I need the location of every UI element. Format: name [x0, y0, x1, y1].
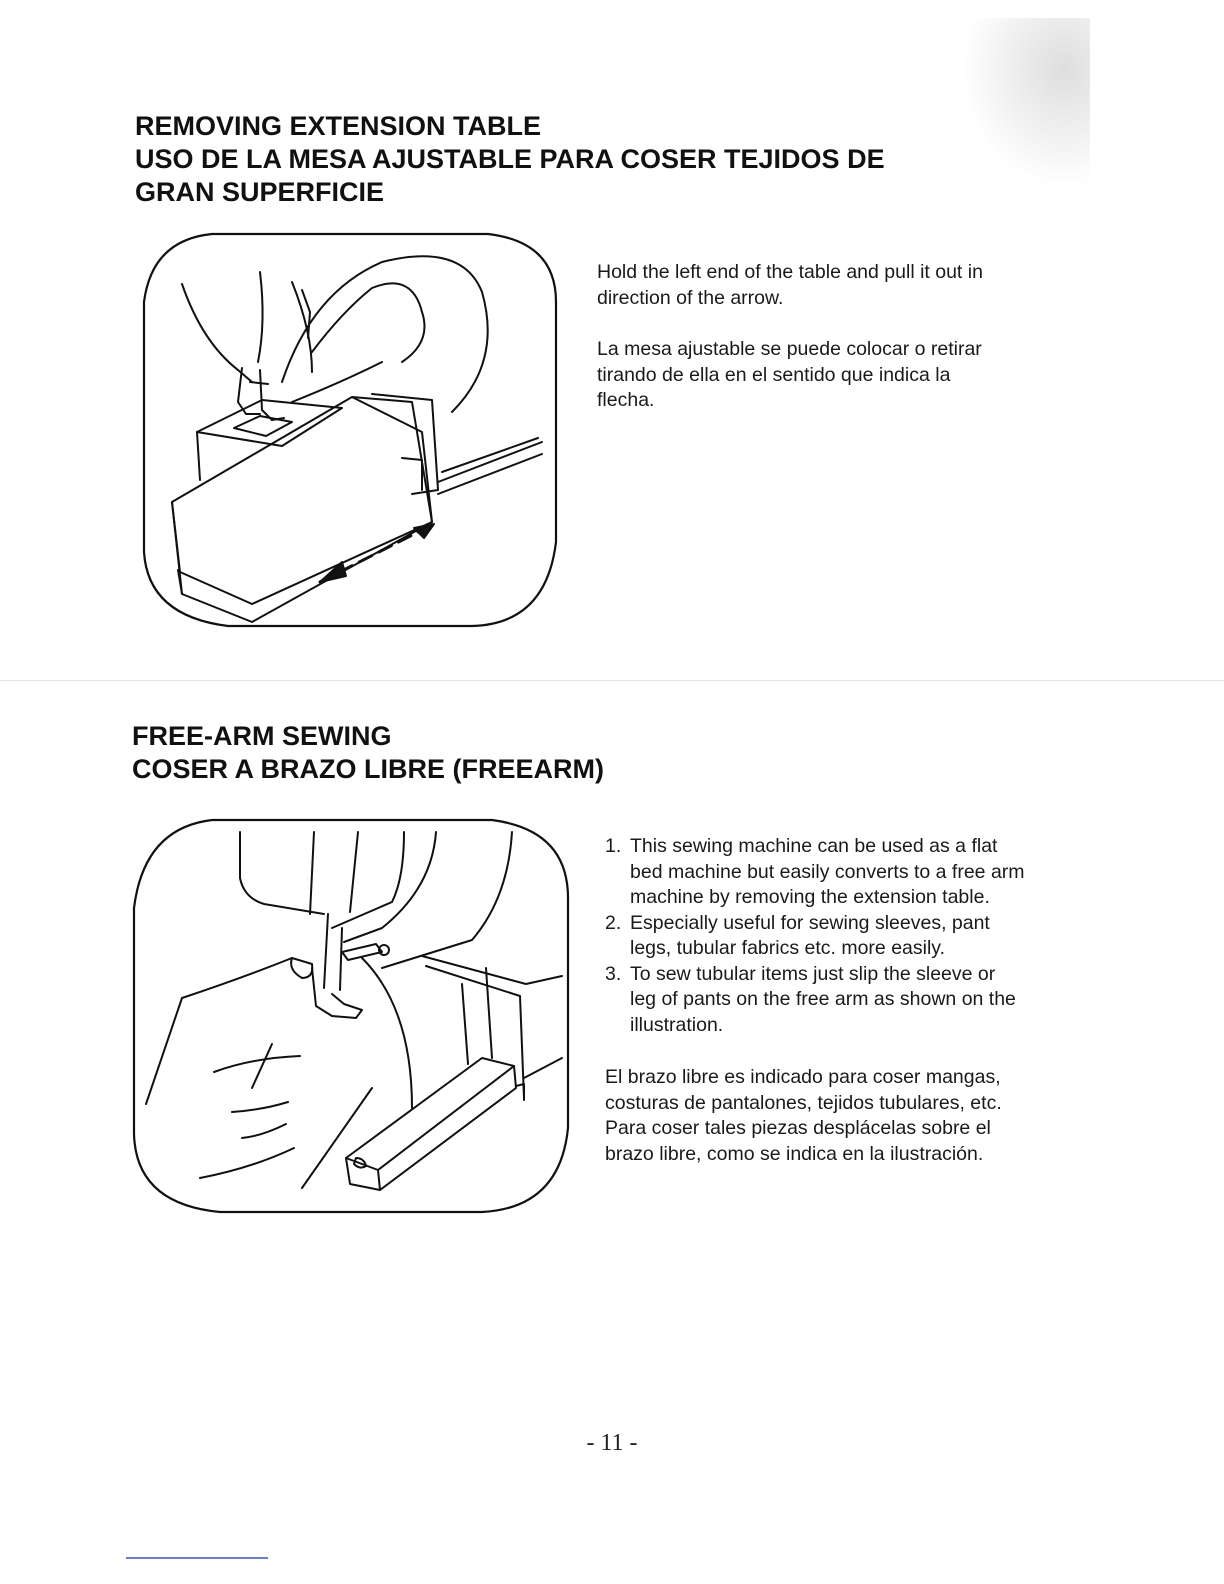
list-item	[605, 962, 1025, 1039]
instruction-spanish: La mesa ajustable se puede colocar o retirar tirando de ella en el sentido que indica la flecha.	[597, 338, 982, 411]
heading-line: GRAN SUPERFICIE	[135, 177, 385, 207]
section-divider	[0, 680, 1224, 681]
removing-table-instructions	[597, 260, 1007, 414]
section-removing-table-heading	[135, 110, 885, 209]
step-number: 3.	[605, 962, 622, 985]
free-arm-steps-list	[605, 834, 1025, 1038]
step-number: 2.	[605, 911, 622, 934]
step-number: 1.	[605, 835, 622, 857]
step-text: Especially useful for sewing sleeves, pant legs, tubular fabrics etc. more easily.	[630, 911, 990, 959]
removing-table-illustration	[142, 232, 558, 628]
heading-line: USO DE LA MESA AJUSTABLE PARA COSER TEJIDOS DE	[135, 144, 885, 174]
heading-line: FREE-ARM SEWING	[132, 721, 392, 751]
step-text: To sew tubular items just slip the sleeve or leg of pants on the free arm as shown on the illustration.	[630, 962, 1016, 1036]
heading-line: REMOVING EXTENSION TABLE	[135, 111, 542, 141]
instruction-english: Hold the left end of the table and pull it out in direction of the arrow.	[597, 261, 983, 309]
scan-shading	[960, 18, 1090, 188]
list-item	[605, 834, 1025, 911]
heading-line: COSER A BRAZO LIBRE (FREEARM)	[132, 754, 604, 784]
free-arm-illustration	[132, 818, 572, 1216]
spanish-paragraph: Para coser tales piezas desplácelas sobre el brazo libre, como se indica en la ilustración.	[605, 1117, 991, 1165]
list-item	[605, 911, 1025, 962]
spanish-paragraph: El brazo libre es indicado para coser mangas, costuras de pantalones, tejidos tubulares, etc.	[605, 1066, 1002, 1114]
scan-artifact-line	[126, 1557, 268, 1559]
step-text: This sewing machine can be used as a flat bed machine but easily converts to a free arm machine by removing the extension table.	[630, 835, 1025, 908]
section-free-arm-heading	[132, 720, 604, 786]
page-number: - 11 -	[586, 1430, 638, 1456]
free-arm-instructions	[605, 834, 1025, 1167]
